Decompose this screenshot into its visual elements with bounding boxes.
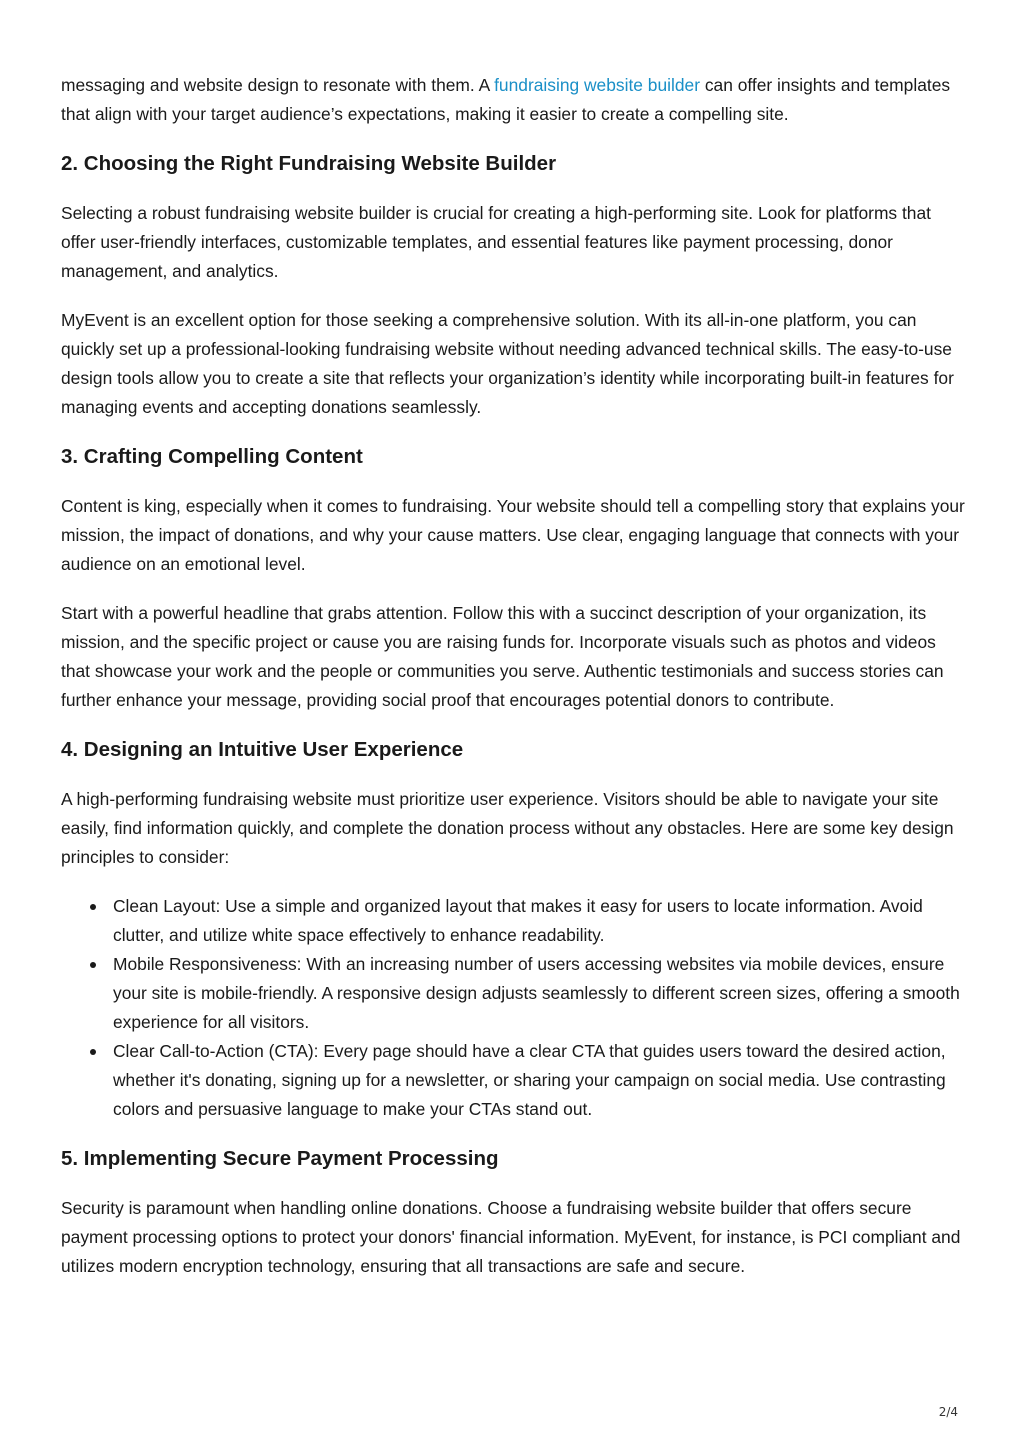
section-heading-secure-payment: 5. Implementing Secure Payment Processing [61, 1147, 499, 1170]
section-3-paragraph-1: Content is king, especially when it comes to fundraising. Your website should tell a compelling story that explains your mission, the impact of donations, and why your cause matters. Use clear, engaging language that connects with your audience on an emotional level. [61, 496, 965, 574]
section-4-paragraph-1: A high-performing fundraising website must prioritize user experience. Visitors should be able to navigate your site easily, find information quickly, and complete the donation process without any obstacles. Here are some key design principles to consider: [61, 789, 954, 867]
list-item-text: Clean Layout: Use a simple and organized layout that makes it easy for users to locate information. Avoid clutter, and utilize white space effectively to enhance readability. [113, 896, 923, 945]
list-item-text: Clear Call-to-Action (CTA): Every page should have a clear CTA that guides users toward the desired action, whether it's donating, signing up for a newsletter, or sharing your campaign on social media. Use contrasting colors and persuasive language to make your CTAs stand out. [113, 1041, 946, 1119]
section-heading-crafting-content: 3. Crafting Compelling Content [61, 445, 363, 468]
section-2-paragraph-2: MyEvent is an excellent option for those seeking a comprehensive solution. With its all-in-one platform, you can quickly set up a professional-looking fundraising website without needing advanced technical skills. The easy-to-use design tools allow you to create a site that reflects your organization’s identity while incorporating built-in features for managing events and accepting donations seamlessly. [61, 310, 954, 417]
page-number: 2/4 [938, 1405, 958, 1419]
list-item [113, 1037, 967, 1124]
design-principles-list [61, 892, 967, 1124]
section-3-paragraph-2: Start with a powerful headline that grabs attention. Follow this with a succinct description of your organization, its mission, and the specific project or cause you are raising funds for. Incorporate visuals such as photos and videos that showcase your work and the people or communities you serve. Authentic testimonials and success stories can further enhance your message, providing social proof that encourages potential donors to contribute. [61, 603, 944, 710]
intro-text-before-link: messaging and website design to resonate with them. A [61, 75, 495, 95]
section-heading-choosing-builder: 2. Choosing the Right Fundraising Website Builder [61, 152, 557, 175]
list-item-text: Mobile Responsiveness: With an increasing number of users accessing websites via mobile devices, ensure your site is mobile-friendly. A responsive design adjusts seamlessly to different screen sizes, offering a smooth experience for all visitors. [113, 954, 960, 1032]
section-5-paragraph-1: Security is paramount when handling online donations. Choose a fundraising website builder that offers secure payment processing options to protect your donors' financial information. MyEvent, for instance, is PCI compliant and utilizes modern encryption technology, ensuring that all transactions are safe and secure. [61, 1198, 961, 1276]
document-page [61, 71, 967, 1281]
bullet-icon [90, 962, 96, 968]
section-2-paragraph-1: Selecting a robust fundraising website builder is crucial for creating a high-performing site. Look for platforms that offer user-friendly interfaces, customizable templates, and essential features like payment processing, donor management, and analytics. [61, 203, 931, 281]
intro-text-after-link: can offer insights and templates that align with your target audience’s expectations, making it easier to create a compelling site. [61, 75, 951, 124]
list-item [113, 892, 967, 950]
section-heading-user-experience: 4. Designing an Intuitive User Experience [61, 738, 464, 761]
bullet-icon [90, 904, 96, 910]
fundraising-website-builder-link[interactable]: fundraising website builder [494, 75, 701, 95]
bullet-icon [90, 1049, 96, 1055]
intro-paragraph [61, 71, 967, 129]
list-item [113, 950, 967, 1037]
